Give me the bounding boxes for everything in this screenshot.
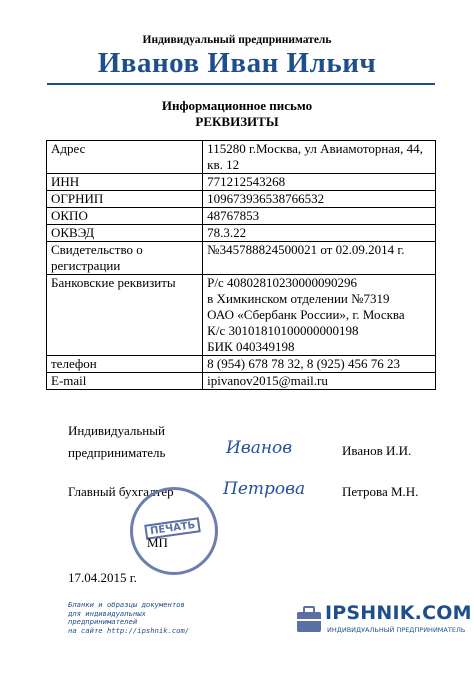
footer-line1: Бланки и образцы документов: [68, 600, 185, 609]
row-key-inn: ИНН: [47, 174, 203, 191]
table-row: [47, 242, 436, 275]
row-value-certificate: №345788824500021 от 02.09.2014 г.: [203, 242, 436, 275]
ip-label-line2: предприниматель: [68, 445, 166, 460]
stamp-label: ПЕЧАТЬ: [144, 517, 201, 540]
mp-label: МП: [147, 535, 168, 550]
ip-name: Иванов И.И.: [342, 443, 412, 458]
row-key-email: E-mail: [47, 373, 203, 390]
row-key-certificate: Свидетельство о регистрации: [47, 242, 203, 275]
row-value-phone: 8 (954) 678 78 32, 8 (925) 456 76 23: [203, 356, 436, 373]
letter-heading: РЕКВИЗИТЫ: [195, 114, 279, 129]
accountant-signature: Петрова: [223, 479, 306, 499]
table-row: [47, 275, 436, 356]
entrepreneur-name: Иванов Иван Ильич: [97, 47, 377, 79]
row-key-okpo: ОКПО: [47, 208, 203, 225]
letter-type: Информационное письмо: [161, 98, 313, 113]
logo-tagline: ИНДИВИДУАЛЬНЫЙ ПРЕДПРИНИМАТЕЛЬ: [327, 626, 466, 634]
row-key-okved: ОКВЭД: [47, 225, 203, 242]
footer-line4: на сайте http://ipshnik.com/: [68, 625, 190, 635]
row-value-email: ipivanov2015@mail.ru: [203, 373, 436, 390]
row-value-okpo: 48767853: [203, 208, 436, 225]
requisites-table: [46, 140, 436, 390]
document-date: 17.04.2015 г.: [68, 570, 137, 585]
table-row: [47, 191, 436, 208]
row-value-address: 115280 г.Москва, ул Авиамоторная, 44, кв. 12: [203, 141, 436, 174]
row-value-okved: 78.3.22: [203, 225, 436, 242]
accountant-label: Главный бухгалтер: [68, 484, 174, 499]
header-subtitle: Индивидуальный предприниматель: [142, 34, 332, 46]
row-value-bank: Р/с 40802810230000090296 в Химкинском отделении №7319 ОАО «Сбербанк России», г. Москва К/с 30101810100000000198 БИК 040349198: [203, 275, 436, 356]
briefcase-icon: [296, 604, 322, 634]
header-divider: [47, 83, 435, 85]
row-value-ogrnip: 109673936538766532: [203, 191, 436, 208]
table-row: [47, 356, 436, 373]
footer-note: [68, 601, 189, 635]
row-key-phone: телефон: [47, 356, 203, 373]
ip-signature: Иванов: [226, 438, 293, 458]
row-key-address: Адрес: [47, 141, 203, 174]
footer-line3: предпринимателей: [68, 617, 138, 626]
table-row: [47, 373, 436, 390]
logo-text: IPSHNIK.COM: [325, 602, 472, 624]
ip-label-line1: Индивидуальный: [68, 423, 165, 438]
table-row: [47, 141, 436, 174]
row-key-bank: Банковские реквизиты: [47, 275, 203, 356]
table-row: [47, 225, 436, 242]
row-key-ogrnip: ОГРНИП: [47, 191, 203, 208]
accountant-name: Петрова М.Н.: [342, 484, 419, 499]
table-row: [47, 174, 436, 191]
footer-line2: для индивидуальных: [68, 608, 146, 618]
ip-label: [68, 420, 165, 464]
row-value-inn: 771212543268: [203, 174, 436, 191]
table-row: [47, 208, 436, 225]
